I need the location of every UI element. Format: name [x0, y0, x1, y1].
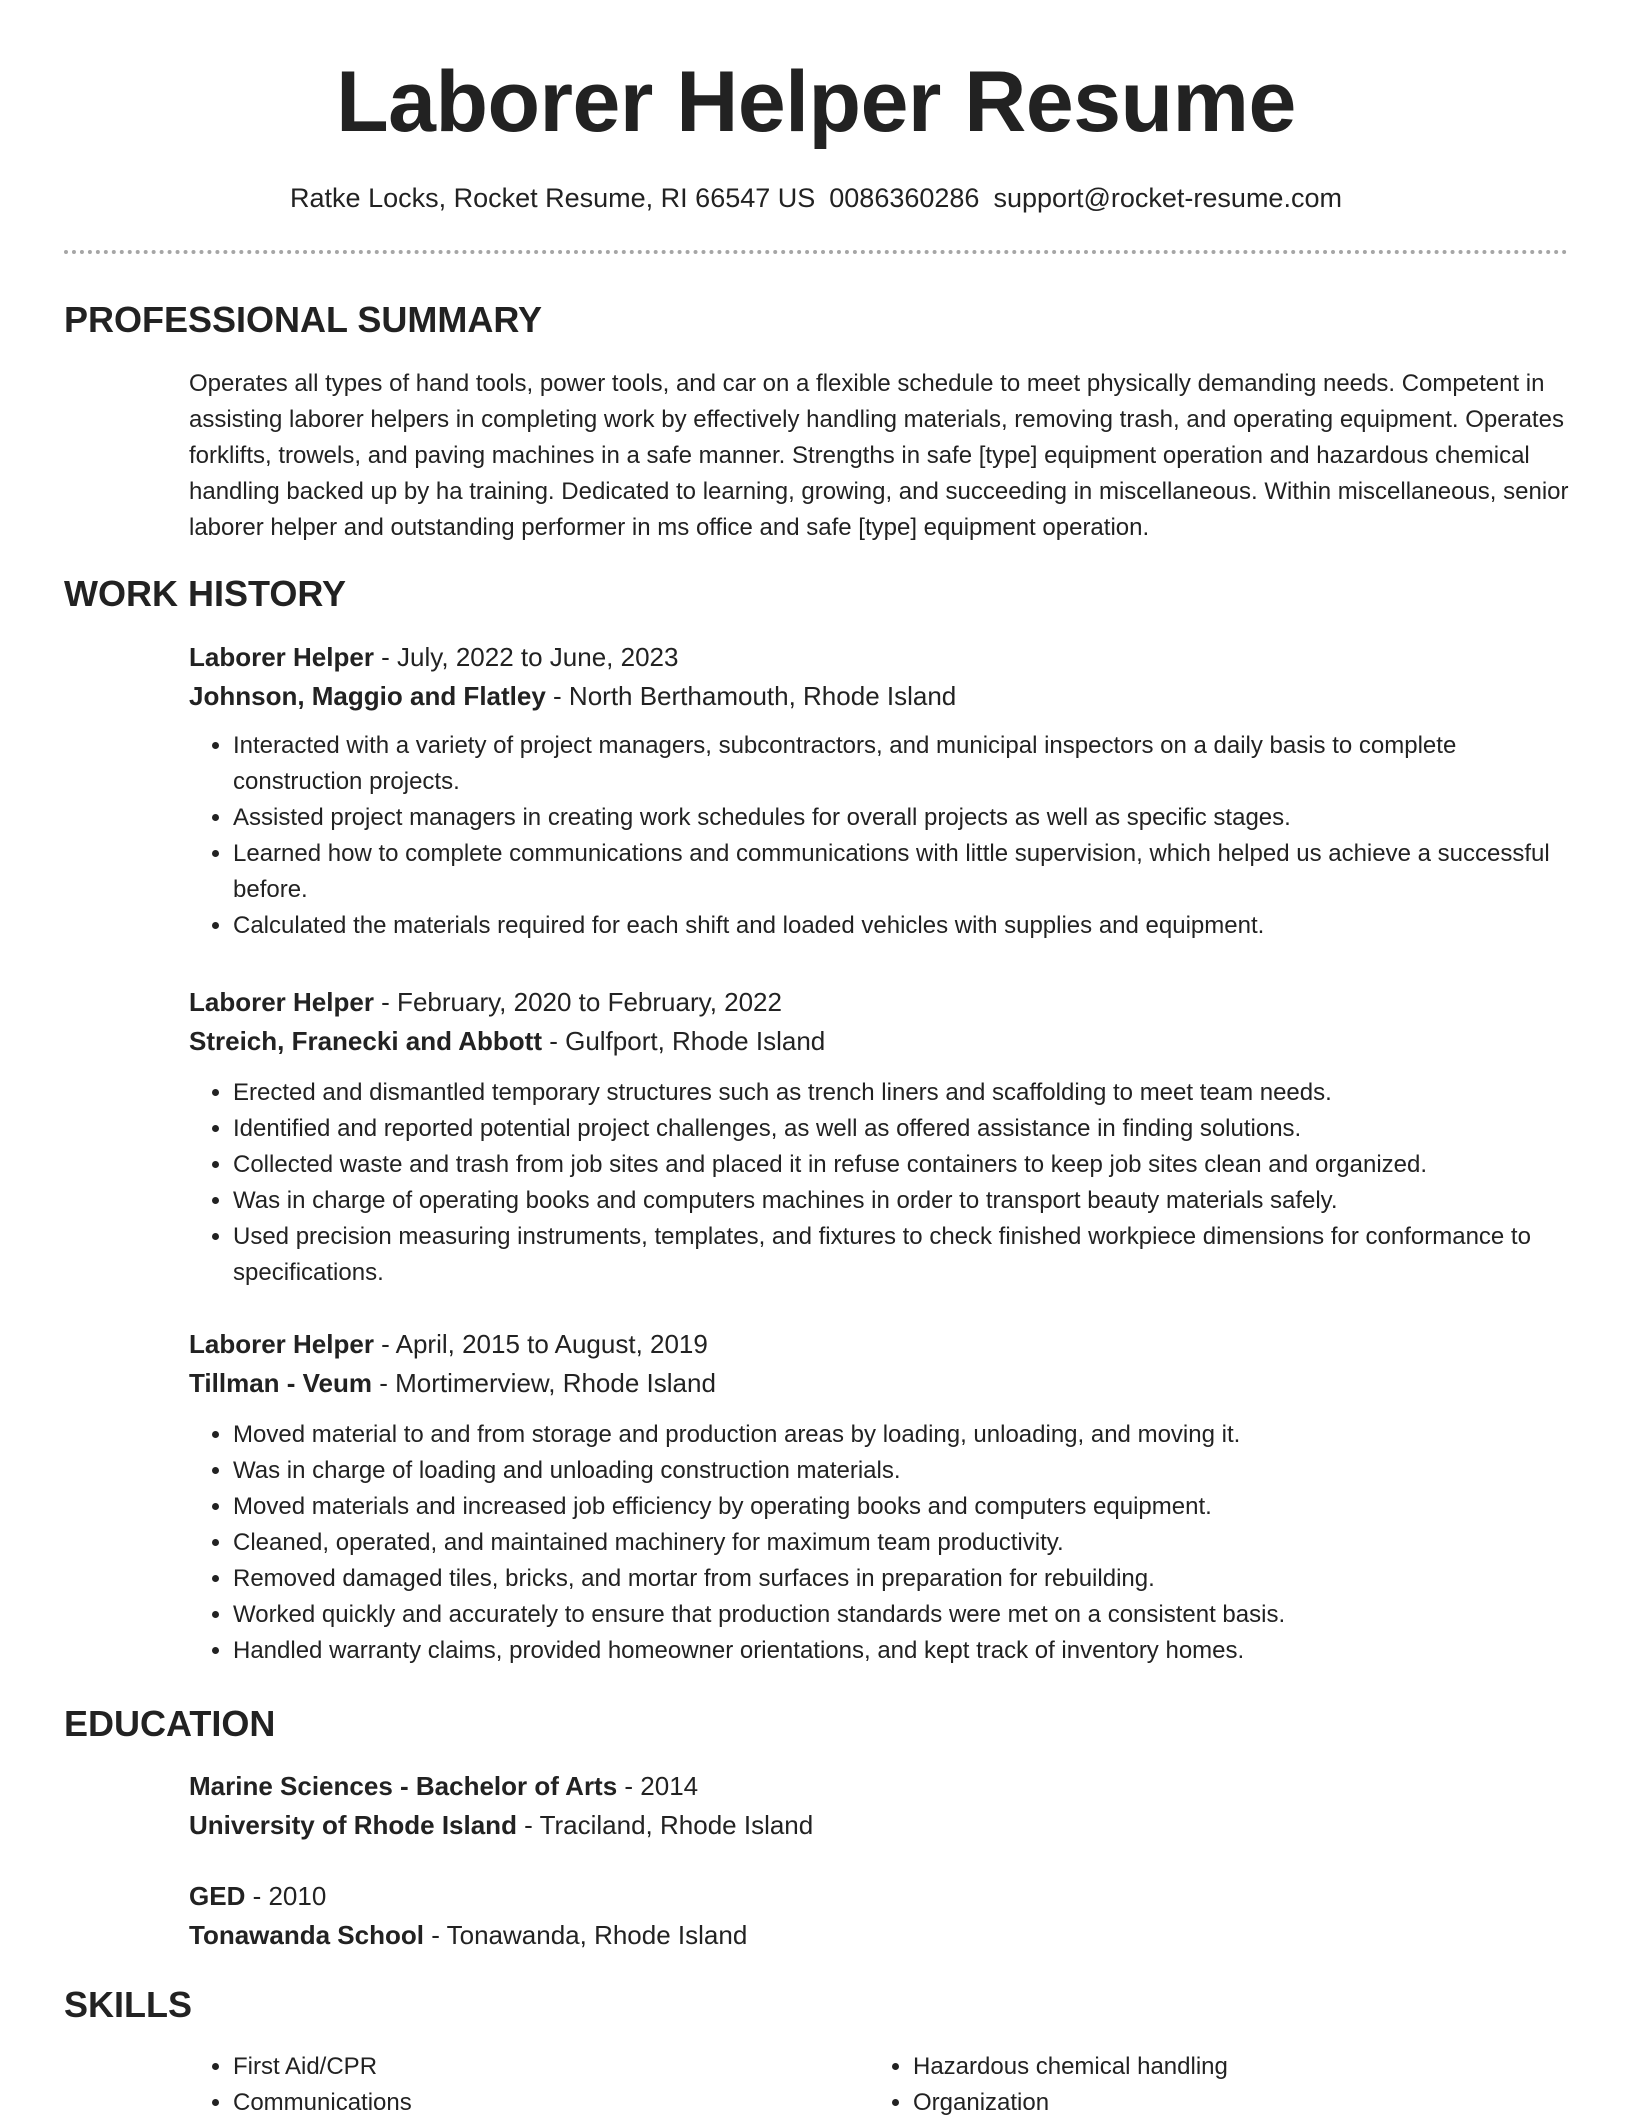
job-dates: - February, 2020 to February, 2022: [373, 987, 782, 1017]
job-bullet-list: [189, 1417, 1569, 1669]
job-location: - Mortimerview, Rhode Island: [372, 1368, 716, 1398]
job-dates: - April, 2015 to August, 2019: [373, 1329, 708, 1359]
education-degree: GED: [189, 1881, 246, 1911]
job-bullet: • Used precision measuring instruments, templates, and fixtures to check finished workpiece dimensions for conformance to specifications.: [233, 1219, 1569, 1291]
skills-heading: SKILLS: [64, 1984, 193, 2025]
skills-list: [869, 2049, 1529, 2121]
job-bullet: • Identified and reported potential project challenges, as well as offered assistance in finding solutions.: [233, 1111, 1569, 1147]
skills-list: [189, 2049, 849, 2121]
job-title-line: [189, 983, 1569, 1022]
job-company-line: [189, 677, 1569, 716]
job-bullet: • Learned how to complete communications and communications with little supervision, which helped us achieve a successful before.: [233, 836, 1569, 908]
job-company: Streich, Franecki and Abbott: [189, 1026, 542, 1056]
skill-item: • Organization: [913, 2085, 1529, 2121]
job-bullet: • Moved materials and increased job efficiency by operating books and computers equipment.: [233, 1489, 1569, 1525]
job-bullet: • Worked quickly and accurately to ensure that production standards were met on a consistent basis.: [233, 1597, 1569, 1633]
job-bullet: • Assisted project managers in creating work schedules for overall projects as well as specific stages.: [233, 800, 1569, 836]
job-bullet-list: [189, 728, 1569, 944]
education-entry: [189, 1877, 1569, 1955]
education-year: - 2014: [617, 1771, 699, 1801]
job-bullet-list: [189, 1075, 1569, 1291]
summary-section: [189, 366, 1569, 546]
job-bullet: • Was in charge of loading and unloading construction materials.: [233, 1453, 1569, 1489]
job-location: - Gulfport, Rhode Island: [541, 1026, 826, 1056]
education-degree: Marine Sciences - Bachelor of Arts: [189, 1771, 618, 1801]
job-entry: [189, 1325, 1569, 1669]
education-school: University of Rhode Island: [189, 1810, 517, 1840]
job-title-line: [189, 1325, 1569, 1364]
job-bullet: • Calculated the materials required for each shift and loaded vehicles with supplies and equipment.: [233, 908, 1569, 944]
contact-line: [0, 180, 1632, 216]
skill-item: • First Aid/CPR: [233, 2049, 849, 2085]
job-title: Laborer Helper: [189, 642, 374, 672]
education-entry: [189, 1767, 1569, 1845]
summary-heading: PROFESSIONAL SUMMARY: [64, 299, 543, 340]
education-school-line: [189, 1806, 1569, 1845]
contact-phone: 0086360286: [829, 183, 980, 213]
job-company-line: [189, 1022, 1569, 1061]
contact-email: support@rocket-resume.com: [993, 183, 1342, 213]
job-company: Johnson, Maggio and Flatley: [189, 681, 546, 711]
skill-item: • Communications: [233, 2085, 849, 2121]
job-bullet: • Interacted with a variety of project managers, subcontractors, and municipal inspectors on a daily basis to complete construction projects.: [233, 728, 1569, 800]
job-company-line: [189, 1364, 1569, 1403]
job-entry: [189, 638, 1569, 944]
education-location: - Traciland, Rhode Island: [516, 1810, 814, 1840]
work-history-heading: WORK HISTORY: [64, 573, 347, 614]
job-bullet: • Cleaned, operated, and maintained machinery for maximum team productivity.: [233, 1525, 1569, 1561]
summary-text: Operates all types of hand tools, power tools, and car on a flexible schedule to meet physically demanding needs. Competent in assisting laborer helpers in completing work by effectively handling materials, removing trash, and operating equipment. Operates forklifts, trowels, and paving machines in a safe manner. Strengths in safe [type] equipment operation and hazardous chemical handling backed up by ha training. Dedicated to learning, growing, and succeeding in miscellaneous. Within miscellaneous, senior laborer helper and outstanding performer in ms office and safe [type] equipment operation.: [189, 370, 1569, 541]
education-degree-line: [189, 1877, 1569, 1916]
education-heading: EDUCATION: [64, 1703, 276, 1744]
job-bullet: • Erected and dismantled temporary structures such as trench liners and scaffolding to meet team needs.: [233, 1075, 1569, 1111]
education-degree-line: [189, 1767, 1569, 1806]
job-title: Laborer Helper: [189, 987, 374, 1017]
header-divider: [64, 250, 1568, 254]
job-bullet: • Moved material to and from storage and production areas by loading, unloading, and moving it.: [233, 1417, 1569, 1453]
job-bullet: • Was in charge of operating books and computers machines in order to transport beauty materials safely.: [233, 1183, 1569, 1219]
job-location: - North Berthamouth, Rhode Island: [545, 681, 957, 711]
skills-column-right: [869, 2049, 1529, 2121]
job-bullet: • Collected waste and trash from job sites and placed it in refuse containers to keep job sites clean and organized.: [233, 1147, 1569, 1183]
job-bullet: • Removed damaged tiles, bricks, and mortar from surfaces in preparation for rebuilding.: [233, 1561, 1569, 1597]
job-entry: [189, 983, 1569, 1291]
job-title-line: [189, 638, 1569, 677]
education-year: - 2010: [245, 1881, 327, 1911]
education-location: - Tonawanda, Rhode Island: [423, 1920, 748, 1950]
contact-address: Ratke Locks, Rocket Resume, RI 66547 US: [290, 183, 816, 213]
education-school-line: [189, 1916, 1569, 1955]
job-bullet: • Handled warranty claims, provided homeowner orientations, and kept track of inventory homes.: [233, 1633, 1569, 1669]
skill-item: • Hazardous chemical handling: [913, 2049, 1529, 2085]
job-title: Laborer Helper: [189, 1329, 374, 1359]
job-company: Tillman - Veum: [189, 1368, 373, 1398]
skills-column-left: [189, 2049, 849, 2121]
education-school: Tonawanda School: [189, 1920, 424, 1950]
job-dates: - July, 2022 to June, 2023: [373, 642, 679, 672]
resume-title: Laborer Helper Resume: [336, 54, 1296, 150]
